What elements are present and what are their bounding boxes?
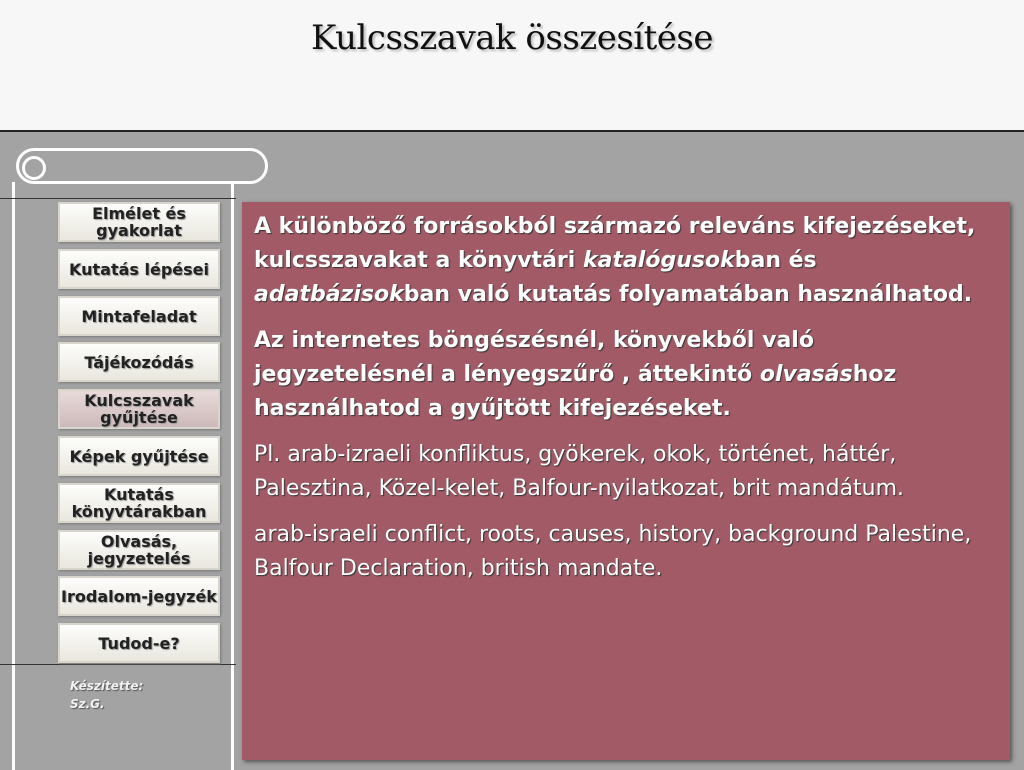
divider-top xyxy=(0,198,236,199)
p2-emphasis-olvasas: olvasás xyxy=(759,362,853,387)
paragraph-3: Pl. arab-izraeli konfliktus, gyökerek, okok, történet, háttér, Palesztina, Közel-kelet, Balfour-nyilatkozat, brit mandátum. xyxy=(254,442,905,501)
p1-emphasis-adatbazis: adatbázisok xyxy=(254,282,404,307)
p1-emphasis-katalogus: katalógusok xyxy=(582,248,735,273)
nav-button-kutatas-lepesei[interactable]: Kutatás lépései xyxy=(58,249,220,289)
p1-text-c: ban való kutatás folyamatában használhatod. xyxy=(403,282,973,307)
scroll-decoration-top xyxy=(16,148,268,184)
nav-button-kepek[interactable]: Képek gyűjtése xyxy=(58,436,220,476)
p1-text-b: ban és xyxy=(734,248,817,273)
paragraph-1 xyxy=(254,210,1000,312)
nav-button-mintafeladat[interactable]: Mintafeladat xyxy=(58,296,220,336)
p2-text-a: Az internetes böngészésnél, könyvekből való jegyzetelésnél a lényegszűrő , áttekintő xyxy=(254,328,814,387)
content-box xyxy=(242,202,1010,760)
slide-title: Kulcsszavak összesítése xyxy=(310,18,713,58)
main-panel xyxy=(0,130,1024,770)
nav-button-elmelet[interactable]: Elmélet és gyakorlat xyxy=(58,202,220,242)
nav-button-konyvtarak[interactable]: Kutatás könyvtárakban xyxy=(58,483,220,523)
nav-button-tudod-e[interactable]: Tudod-e? xyxy=(58,623,220,663)
divider-bottom xyxy=(0,664,236,665)
p1-text-a: A különböző forrásokból származó releváns kifejezéseket, kulcsszavakat a könyvtári xyxy=(254,214,976,273)
p2-text-b: hoz használhatod a gyűjtött kifejezéseket. xyxy=(254,362,897,421)
scroll-curl-icon xyxy=(22,156,46,180)
paragraph-2 xyxy=(254,324,1000,426)
nav-button-irodalomjegyzek[interactable]: Irodalom-jegyzék xyxy=(58,576,220,616)
paragraph-4: arab-israeli conflict, roots, causes, history, background Palestine, Balfour Declaration, british mandate. xyxy=(254,522,972,581)
author-credit: Készítette: Sz.G. xyxy=(70,679,144,711)
nav-button-olvasas[interactable]: Olvasás, jegyzetelés xyxy=(58,530,220,570)
nav-button-kulcsszavak[interactable]: Kulcsszavak gyűjtése xyxy=(58,389,220,429)
nav-button-tajekozodas[interactable]: Tájékozódás xyxy=(58,342,220,382)
